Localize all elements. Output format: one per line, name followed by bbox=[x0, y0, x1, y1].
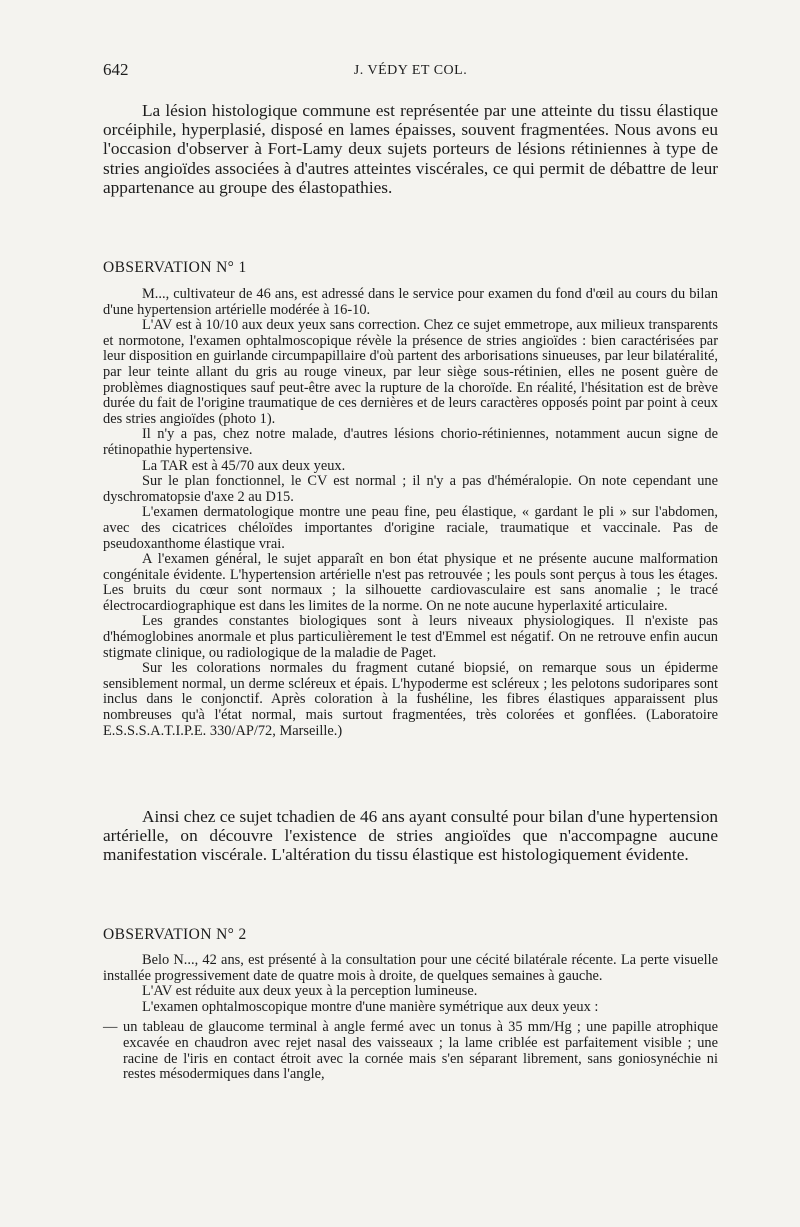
observation-1-heading: OBSERVATION N° 1 bbox=[103, 259, 247, 276]
obs2-paragraph: Belo N..., 42 ans, est présenté à la consultation pour une cécité bilatérale récente. La perte visuelle installée progressivement date de quatre mois à droite, de quelques semaines à gauche. bbox=[103, 952, 718, 984]
obs2-paragraph: L'examen ophtalmoscopique montre d'une manière symétrique aux deux yeux : bbox=[142, 998, 599, 1015]
list-item-text: un tableau de glaucome terminal à angle fermé avec un tonus à 35 mm/Hg ; une papille atrophique excavée en chaudron avec rejet nasal des vaisseaux ; la lame criblée est parfaitement visible ; une racine de l'iris en contact étroit avec la cornée mais s'en séparant librement, sans goniosynéchie ni restes mésodermiques dans l'angle, bbox=[123, 1019, 718, 1083]
obs1-paragraph: L'examen dermatologique montre une peau fine, peu élastique, « gardant le pli » sur l'abdomen, avec des cicatrices chéloïdes importantes d'origine raciale, traumatique et vaccinale. Pas de pseudoxanthome élastique vrai. bbox=[103, 504, 718, 552]
obs1-paragraph: La TAR est à 45/70 aux deux yeux. bbox=[142, 457, 346, 474]
list-dash: — bbox=[103, 1019, 118, 1036]
obs1-paragraph: Les grandes constantes biologiques sont à leurs niveaux physiologiques. Il n'existe pas d'hémoglobines anormale et plus particulièrement le test d'Emmel est négatif. On ne retrouve enfin aucun stigmate clinique, ou radiologique de la maladie de Paget. bbox=[103, 613, 718, 661]
observation-1-body bbox=[103, 287, 718, 739]
observation-2-body bbox=[103, 953, 718, 1083]
observation-2-heading: OBSERVATION N° 2 bbox=[103, 926, 247, 943]
intro-section bbox=[103, 101, 718, 197]
page-header bbox=[103, 60, 718, 84]
obs1-paragraph: Sur les colorations normales du fragment cutané biopsié, on remarque sous un épiderme sensiblement normal, un derme scléreux et épais. L'hypoderme est scléreux ; les pelotons sudoripares sont inclus dans le conjonctif. Après coloration à la fushéline, les fibres élastiques apparaissent plus nombreuses qu'à l'état normal, mais surtout fragmentées, très colorées et gonflées. (Laboratoire E.S.S.S.A.T.I.P.E. 330/AP/72, Marseille.) bbox=[103, 660, 718, 739]
obs1-paragraph: Il n'y a pas, chez notre malade, d'autres lésions chorio-rétiniennes, notamment aucun signe de rétinopathie hypertensive. bbox=[103, 426, 718, 458]
obs1-paragraph: A l'examen général, le sujet apparaît en bon état physique et ne présente aucune malformation congénitale évidente. L'hypertension artérielle n'est pas retrouvée ; les pouls sont perçus à tous les étages. Les bruits du cœur sont normaux ; la silhouette cardiovasculaire est sans anomalie ; le tracé électrocardiographique est dans les limites de la norme. On ne note aucune hyperlaxité articulaire. bbox=[103, 551, 718, 614]
running-head: J. VÉDY ET COL. bbox=[353, 63, 468, 78]
obs1-paragraph: Sur le plan fonctionnel, le CV est normal ; il n'y a pas d'héméralopie. On note cependant une dyschromatopsie d'axe 2 au D15. bbox=[103, 473, 718, 505]
observation-1-conclusion-block bbox=[103, 807, 718, 865]
obs1-paragraph: M..., cultivateur de 46 ans, est adressé dans le service pour examen du fond d'œil au cours du bilan d'une hypertension artérielle modérée à 16-10. bbox=[103, 286, 718, 318]
obs2-paragraph: L'AV est réduite aux deux yeux à la perception lumineuse. bbox=[142, 983, 478, 1000]
intro-paragraph: La lésion histologique commune est représentée par une atteinte du tissu élastique orcéiphile, hyperplasié, disposé en lames épaisses, souvent fragmentées. Nous avons eu l'occasion d'observer à Fort-Lamy deux sujets porteurs de lésions rétiniennes à type de stries angioïdes associées à d'autres atteintes viscérales, ce qui permit de débattre de leur appartenance au groupe des élastopathies. bbox=[103, 101, 718, 197]
observation-1-heading-block bbox=[103, 259, 718, 277]
page-number: 642 bbox=[103, 60, 129, 79]
observation-1-conclusion: Ainsi chez ce sujet tchadien de 46 ans ayant consulté pour bilan d'une hypertension artérielle, on découvre l'existence de stries angioïdes que n'accompagne aucune manifestation viscérale. L'altération du tissu élastique est histologiquement évidente. bbox=[103, 807, 718, 865]
observation-2-heading-block bbox=[103, 926, 718, 944]
obs2-list-item bbox=[103, 1020, 718, 1082]
obs1-paragraph: L'AV est à 10/10 aux deux yeux sans correction. Chez ce sujet emmetrope, aux milieux transparents et normotone, l'examen ophtalmoscopique révèle la présence de stries angioïdes : bien caractérisées par leur disposition en guirlande circumpapillaire d'où partent des arborisations sinueuses, par leur bilatéralité, par leur teinte allant du gris au rouge vineux, par leur siège sous-rétinien, elles ne posent guère de problèmes diagnostiques sauf peut-être avec la rupture de la choroïde. En réalité, l'hésitation est de brève durée du fait de l'origine traumatique de ces dernières et de leurs caractères opposés point par point à ceux des stries angioïdes (photo 1). bbox=[103, 317, 718, 427]
